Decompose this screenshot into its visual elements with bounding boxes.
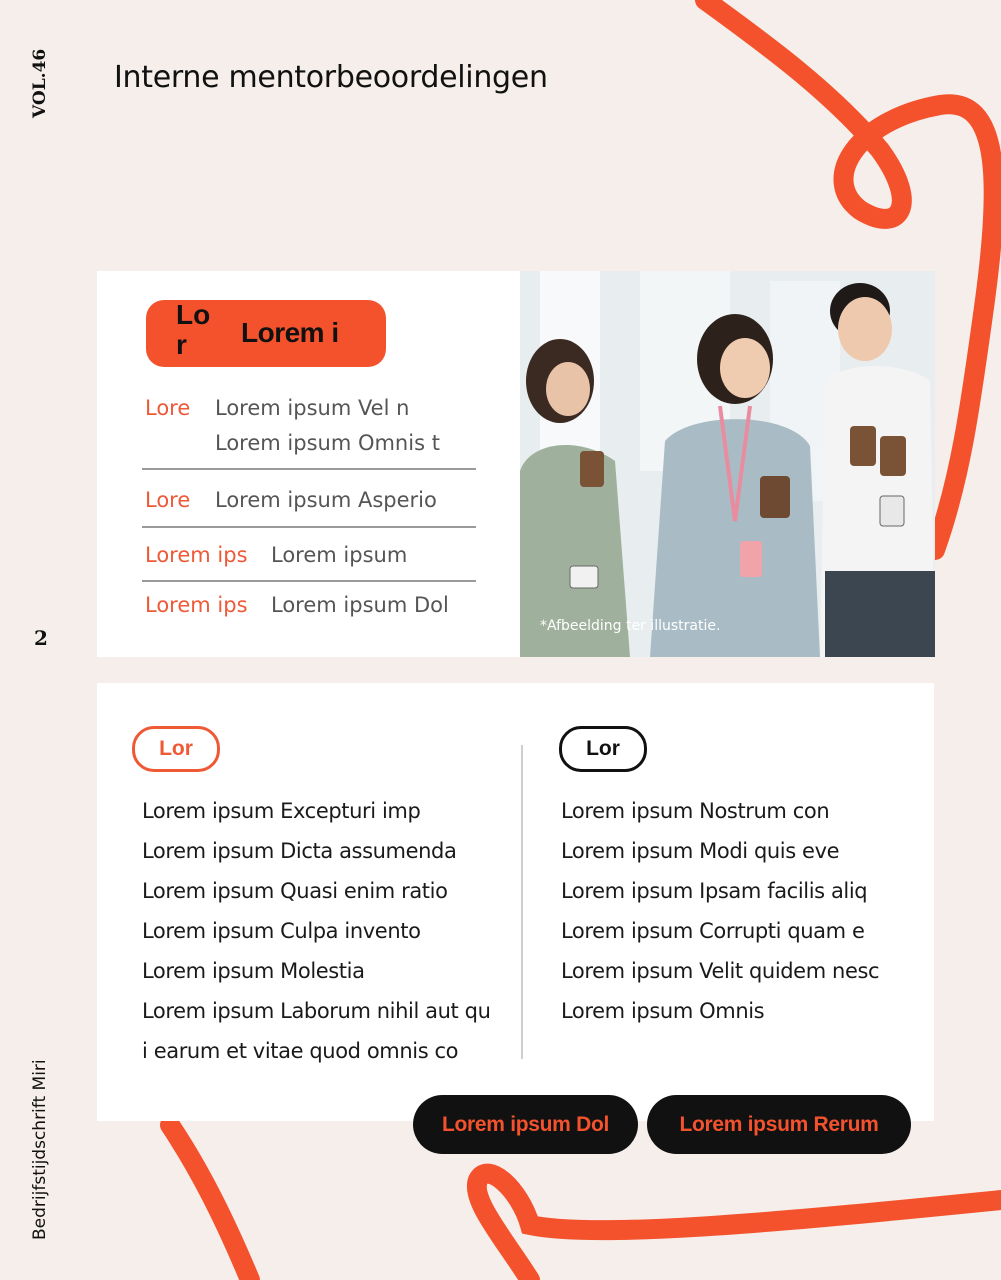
spec-value: Lorem ipsum Asperio [215,488,437,512]
header-long-label: Lorem i [241,317,339,348]
list-item: Lorem ipsum Quasi enim ratio [142,879,448,903]
list-item: Lorem ipsum Omnis [561,999,765,1023]
spec-divider [142,580,476,582]
list-item: Lorem ipsum Dicta assumenda [142,839,457,863]
left-column-tag: Lor [132,726,220,772]
primary-action-button[interactable]: Lorem ipsum Dol [413,1095,638,1154]
spec-value: Lorem ipsum Omnis t [215,431,440,455]
right-column-list [561,791,901,1031]
spec-row [142,483,476,518]
spec-key: Lore [145,488,191,512]
spec-value: Lorem ipsum Vel n [215,396,410,420]
comparison-card [97,683,934,1121]
list-item: Lorem ipsum Velit quidem nesc [561,959,880,983]
photo-caption: *Afbeelding ter illustratie. [540,618,721,634]
secondary-action-button[interactable]: Lorem ipsum Rerum [647,1095,911,1154]
right-column-tag: Lor [559,726,647,772]
people-illustration [520,271,935,657]
list-item: i earum et vitae quod omnis co [142,1039,459,1063]
list-item: Lorem ipsum Laborum nihil aut qu [142,999,491,1023]
spec-value: Lorem ipsum Dol [271,593,449,617]
publication-name: Bedrijfstijdschrift Miri [30,1059,50,1240]
list-item: Lorem ipsum Excepturi imp [142,799,421,823]
list-item: Lorem ipsum Nostrum con [561,799,830,823]
list-item: Lorem ipsum Molestia [142,959,365,983]
page-title: Interne mentorbeoordelingen [114,60,548,95]
spec-divider [142,468,476,470]
left-column-list [142,791,507,1071]
spec-key: Lore [145,396,191,420]
spec-row [142,588,476,623]
page-number: 2 [34,626,48,650]
spec-row [142,391,476,461]
list-item: Lorem ipsum Corrupti quam e [561,919,865,943]
list-item: Lorem ipsum Modi quis eve [561,839,840,863]
column-divider [521,745,523,1059]
spec-value: Lorem ipsum [271,543,408,567]
header-short-label: Lor [176,299,211,360]
highlight-card [97,271,935,657]
spec-key: Lorem ips [145,543,248,567]
highlight-header-pill [146,300,386,367]
spec-key: Lorem ips [145,593,248,617]
volume-label: VOL.46 [30,48,50,118]
spec-divider [142,526,476,528]
spec-row [142,538,476,573]
list-item: Lorem ipsum Ipsam facilis aliq [561,879,868,903]
list-item: Lorem ipsum Culpa invento [142,919,421,943]
team-photo [520,271,935,657]
